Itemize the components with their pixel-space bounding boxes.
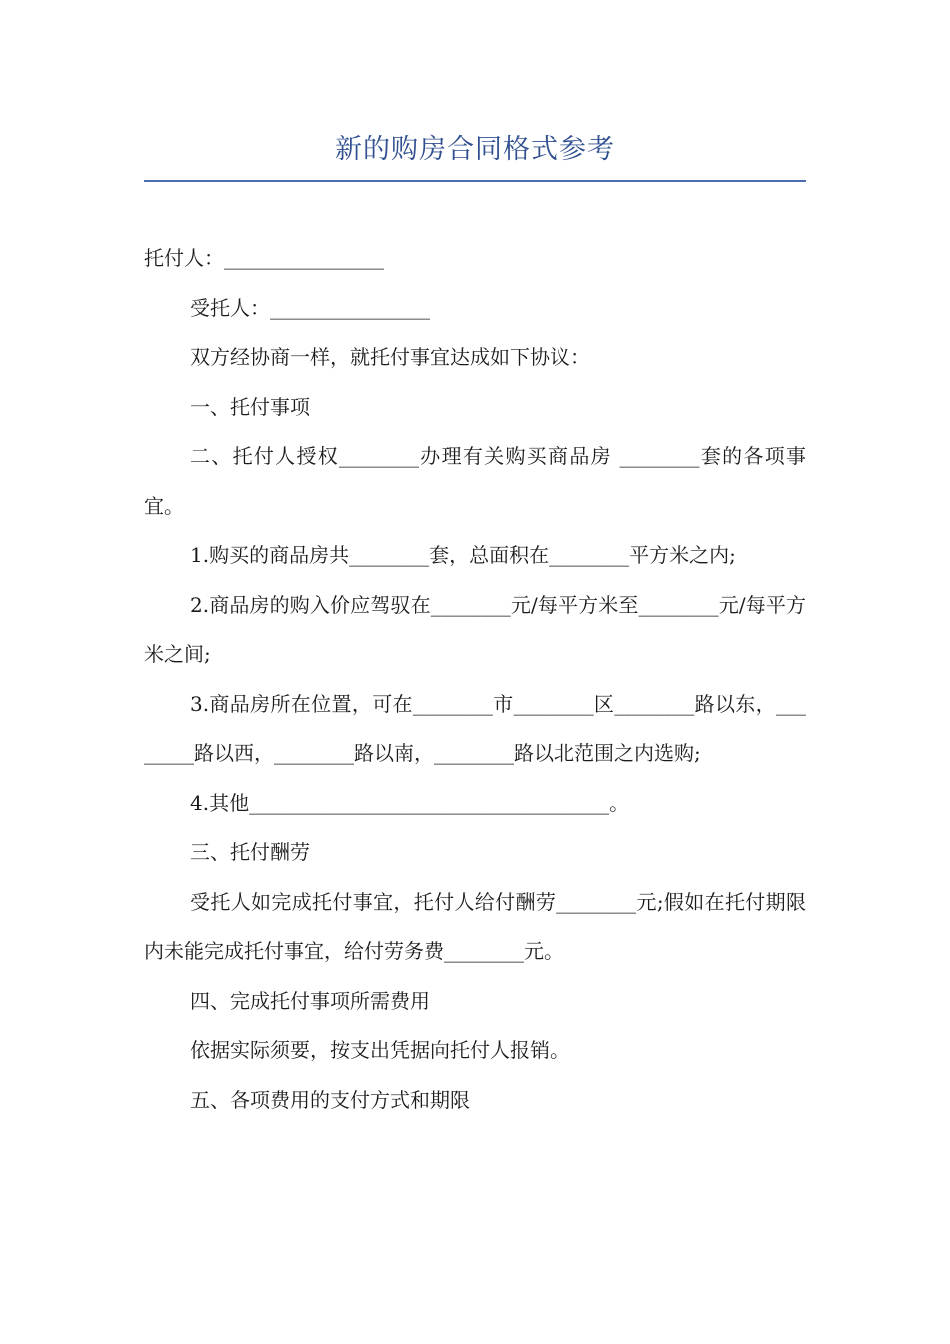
clause-4-other: 4.其他____________________________________。 xyxy=(190,790,630,815)
paragraph-trustee: 受托人：________________ xyxy=(190,295,430,320)
paragraph-expenses: 依据实际须要，按支出凭据向托付人报销。 xyxy=(190,1038,570,1062)
document-title: 新的购房合同格式参考 xyxy=(335,134,615,165)
clause-2-price: 2.商品房的购入价应驾驭在________元/每平方米至________元/每平方米之间; xyxy=(144,592,806,666)
section-heading-4: 四、完成托付事项所需费用 xyxy=(190,988,430,1013)
section-heading-3: 三、托付酬劳 xyxy=(190,840,310,864)
paragraph-agreement-intro: 双方经协商一样，就托付事宜达成如下协议： xyxy=(190,345,590,369)
section-heading-1: 一、托付事项 xyxy=(190,394,310,419)
section-heading-5: 五、各项费用的支付方式和期限 xyxy=(190,1087,470,1112)
paragraph-authorization: 二、托付人授权________办理有关购买商品房 ________套的各项事宜。 xyxy=(144,444,806,518)
clause-1-quantity: 1.购买的商品房共________套，总面积在________平方米之内; xyxy=(190,543,736,567)
paragraph-entrustor: 托付人：________________ xyxy=(144,246,384,270)
paragraph-remuneration: 受托人如完成托付事宜，托付人给付酬劳________元;假如在托付期限内未能完成托付事宜，给付劳务费________元。 xyxy=(144,889,806,963)
document-body xyxy=(144,234,806,1125)
title-divider xyxy=(144,180,806,182)
clause-3-location: 3.商品房所在位置，可在________市________区________路以东，________路以西，________路以南，________路以北范围之内选购; xyxy=(144,691,806,765)
